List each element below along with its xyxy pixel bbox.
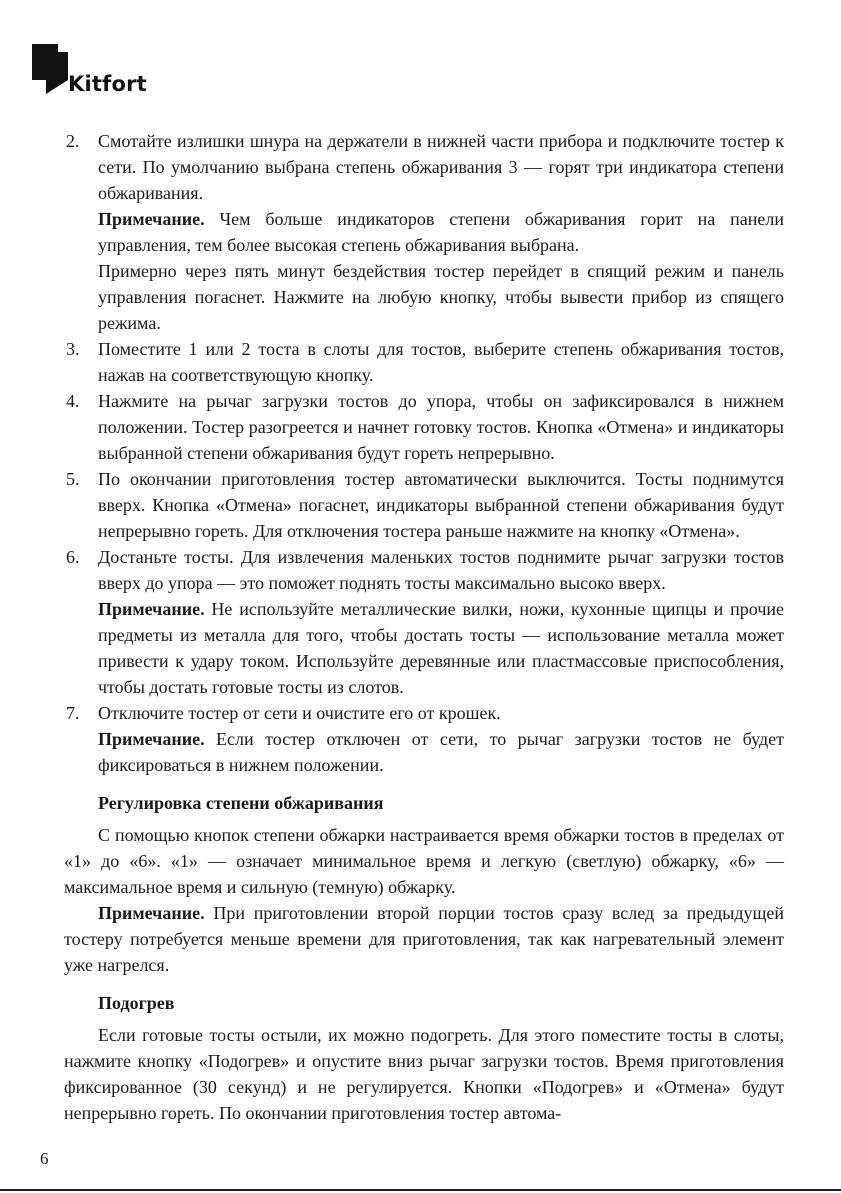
kitfort-logo-mark-icon: [32, 44, 72, 94]
instructions-content: [64, 128, 784, 1126]
page-number: 6: [40, 1149, 49, 1168]
paragraph: [98, 258, 784, 336]
step-item: [64, 388, 784, 466]
paragraph: [98, 466, 784, 544]
brand-name: Kitfort: [68, 72, 147, 96]
paragraph: [98, 336, 784, 388]
paragraph-text: Нажмите на рычаг загрузки тостов до упора, чтобы он зафиксировался в нижнем положении. Тостер разогреется и начнет готовку тостов. Кнопка «Отмена» и индикаторы выбранной степени обжаривания будут гореть непрерывно.: [98, 391, 784, 463]
note-label: Примечание.: [98, 729, 205, 749]
step-item: [64, 466, 784, 544]
paragraph-text: Примерно через пять минут бездействия тостер перейдет в спящий режим и панель управления погаснет. Нажмите на любую кнопку, чтобы вывести прибор из спящего режима.: [98, 261, 784, 333]
paragraph-text: При приготовлении второй порции тостов сразу вслед за предыдущей тостеру потребуется меньше времени для приготовления, так как нагревательный элемент уже нагрелся.: [64, 903, 784, 975]
paragraph-text: Чем больше индикаторов степени обжаривания горит на панели управления, тем более высокая степень обжаривания выбрана.: [98, 209, 784, 255]
step-item: [64, 700, 784, 778]
paragraph: [98, 128, 784, 206]
paragraph: [98, 388, 784, 466]
note-label: Примечание.: [98, 599, 205, 619]
step-item: [64, 544, 784, 700]
paragraph-text: Поместите 1 или 2 тоста в слоты для тостов, выберите степень обжаривания тостов, нажав на соответствующую кнопку.: [98, 339, 784, 385]
bottom-rule: [0, 1189, 841, 1191]
note-paragraph: [98, 726, 784, 778]
paragraph: [64, 822, 784, 900]
section-heading: Регулировка степени обжаривания: [98, 793, 384, 813]
paragraph-text: Отключите тостер от сети и очистите его от крошек.: [98, 703, 501, 723]
step-number: 7.: [66, 703, 80, 723]
paragraph: [64, 1022, 784, 1126]
paragraph-text: Если тостер отключен от сети, то рычаг загрузки тостов не будет фиксироваться в нижнем положении.: [98, 729, 784, 775]
step-number: 3.: [66, 339, 80, 359]
note-paragraph: [64, 900, 784, 978]
step-item: [64, 128, 784, 336]
paragraph-text: Если готовые тосты остыли, их можно подогреть. Для этого поместите тосты в слоты, нажмите кнопку «Подогрев» и опустите вниз рычаг загрузки тостов. Время приготовления фиксированное (30 секунд) и не регулируется. Кнопки «Подогрев» и «Отмена» будут непрерывно гореть. По окончании приготовления тостер автома-: [64, 1025, 784, 1123]
step-number: 4.: [66, 391, 80, 411]
note-label: Примечание.: [98, 903, 205, 923]
step-number: 5.: [66, 469, 80, 489]
note-paragraph: [98, 596, 784, 700]
paragraph-text: По окончании приготовления тостер автоматически выключится. Тосты поднимутся вверх. Кнопка «Отмена» погаснет, индикаторы выбранной степени обжаривания будут непрерывно гореть. Для отключения тостера раньше нажмите на кнопку «Отмена».: [98, 469, 784, 541]
step-number: 6.: [66, 547, 80, 567]
kitfort-logo: [32, 44, 212, 100]
sections: [64, 790, 784, 1126]
steps-list: [64, 128, 784, 778]
paragraph-text: С помощью кнопок степени обжарки настраивается время обжарки тостов в пределах от «1» до «6». «1» — означает минимальное время и легкую (светлую) обжарку, «6» — максимальное время и сильную (темную) обжарку.: [64, 825, 784, 897]
step-number: 2.: [66, 131, 80, 151]
note-label: Примечание.: [98, 209, 205, 229]
paragraph: [98, 700, 784, 726]
paragraph-text: Достаньте тосты. Для извлечения маленьких тостов поднимите рычаг загрузки тостов вверх до упора — это поможет поднять тосты максимально высоко вверх.: [98, 547, 784, 593]
note-paragraph: [98, 206, 784, 258]
paragraph-text: Не используйте металлические вилки, ножи, кухонные щипцы и прочие предметы из металла для того, чтобы достать тосты — использование металла может привести к удару током. Используйте деревянные или пластмассовые приспособления, чтобы достать готовые тосты из слотов.: [98, 599, 784, 697]
paragraph-text: Смотайте излишки шнура на держатели в нижней части прибора и подключите тостер к сети. По умолчанию выбрана степень обжаривания 3 — горят три индикатора степени обжаривания.: [98, 131, 784, 203]
step-item: [64, 336, 784, 388]
paragraph: [98, 544, 784, 596]
section-heading: Подогрев: [98, 993, 175, 1013]
